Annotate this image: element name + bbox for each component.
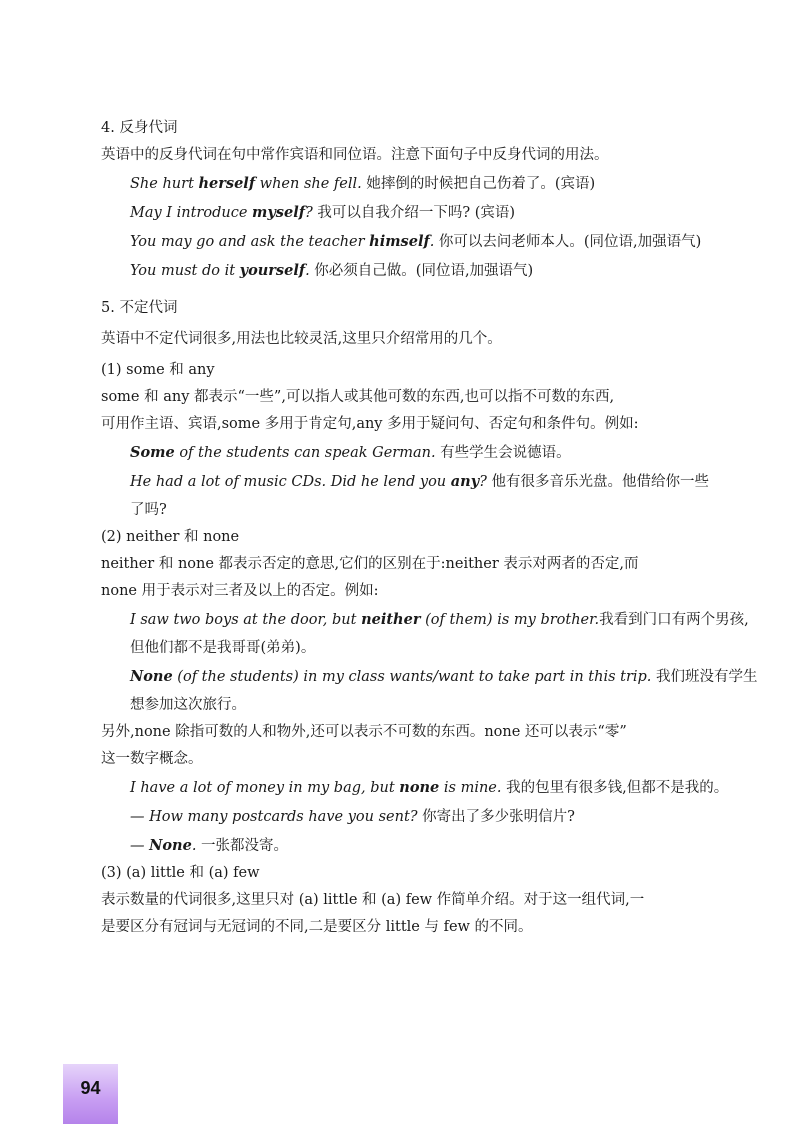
example-continuation: 但他们都不是我哥哥(弟弟)。 bbox=[130, 640, 316, 656]
paragraph: neither 和 none 都表示否定的意思,它们的区别在于:neither 表示对两者的否定,而 bbox=[101, 556, 639, 572]
subsection-heading: (1) some 和 any bbox=[101, 362, 215, 378]
paragraph: 这一数字概念。 bbox=[101, 751, 203, 767]
paragraph: 英语中不定代词很多,用法也比较灵活,这里只介绍常用的几个。 bbox=[101, 331, 502, 347]
paragraph: 是要区分有冠词与无冠词的不同,二是要区分 little 与 few 的不同。 bbox=[101, 919, 533, 935]
example-sentence: Some of the students can speak German. 有些学生会说德语。 bbox=[130, 444, 571, 461]
example-sentence: I saw two boys at the door, but neither (of them) is my brother.我看到门口有两个男孩, bbox=[130, 611, 749, 628]
paragraph: 可用作主语、宾语,some 多用于肯定句,any 多用于疑问句、否定句和条件句。例如: bbox=[101, 416, 639, 432]
example-sentence: She hurt herself when she fell. 她摔倒的时候把自己伤着了。(宾语) bbox=[130, 175, 596, 192]
example-sentence: You must do it yourself. 你必须自己做。(同位语,加强语气) bbox=[130, 262, 534, 279]
page-number: 94 bbox=[63, 1064, 118, 1124]
example-sentence: May I introduce myself? 我可以自我介绍一下吗? (宾语) bbox=[130, 204, 516, 221]
section-heading: 5. 不定代词 bbox=[101, 300, 178, 316]
example-sentence: He had a lot of music CDs. Did he lend you any? 他有很多音乐光盘。他借给你一些 bbox=[130, 473, 710, 490]
example-sentence: You may go and ask the teacher himself. 你可以去问老师本人。(同位语,加强语气) bbox=[130, 233, 702, 250]
subsection-heading: (2) neither 和 none bbox=[101, 529, 240, 545]
example-continuation: 想参加这次旅行。 bbox=[130, 697, 246, 713]
paragraph: 另外,none 除指可数的人和物外,还可以表示不可数的东西。none 还可以表示“零” bbox=[101, 724, 627, 740]
example-continuation: 了吗? bbox=[130, 502, 167, 518]
paragraph: some 和 any 都表示“一些”,可以指人或其他可数的东西,也可以指不可数的东西, bbox=[101, 389, 615, 405]
example-sentence: None (of the students) in my class wants/want to take part in this trip. 我们班没有学生 bbox=[130, 668, 758, 685]
paragraph: 英语中的反身代词在句中常作宾语和同位语。注意下面句子中反身代词的用法。 bbox=[101, 147, 609, 163]
paragraph: none 用于表示对三者及以上的否定。例如: bbox=[101, 583, 379, 599]
section-heading: 4. 反身代词 bbox=[101, 120, 178, 136]
example-sentence: I have a lot of money in my bag, but none is mine. 我的包里有很多钱,但都不是我的。 bbox=[130, 779, 729, 796]
paragraph: 表示数量的代词很多,这里只对 (a) little 和 (a) few 作简单介绍。对于这一组代词,一 bbox=[101, 892, 645, 908]
example-sentence: — How many postcards have you sent? 你寄出了多少张明信片? bbox=[130, 809, 575, 825]
subsection-heading: (3) (a) little 和 (a) few bbox=[101, 865, 260, 881]
example-sentence: — None. 一张都没寄。 bbox=[130, 837, 289, 854]
page-content bbox=[101, 118, 758, 937]
